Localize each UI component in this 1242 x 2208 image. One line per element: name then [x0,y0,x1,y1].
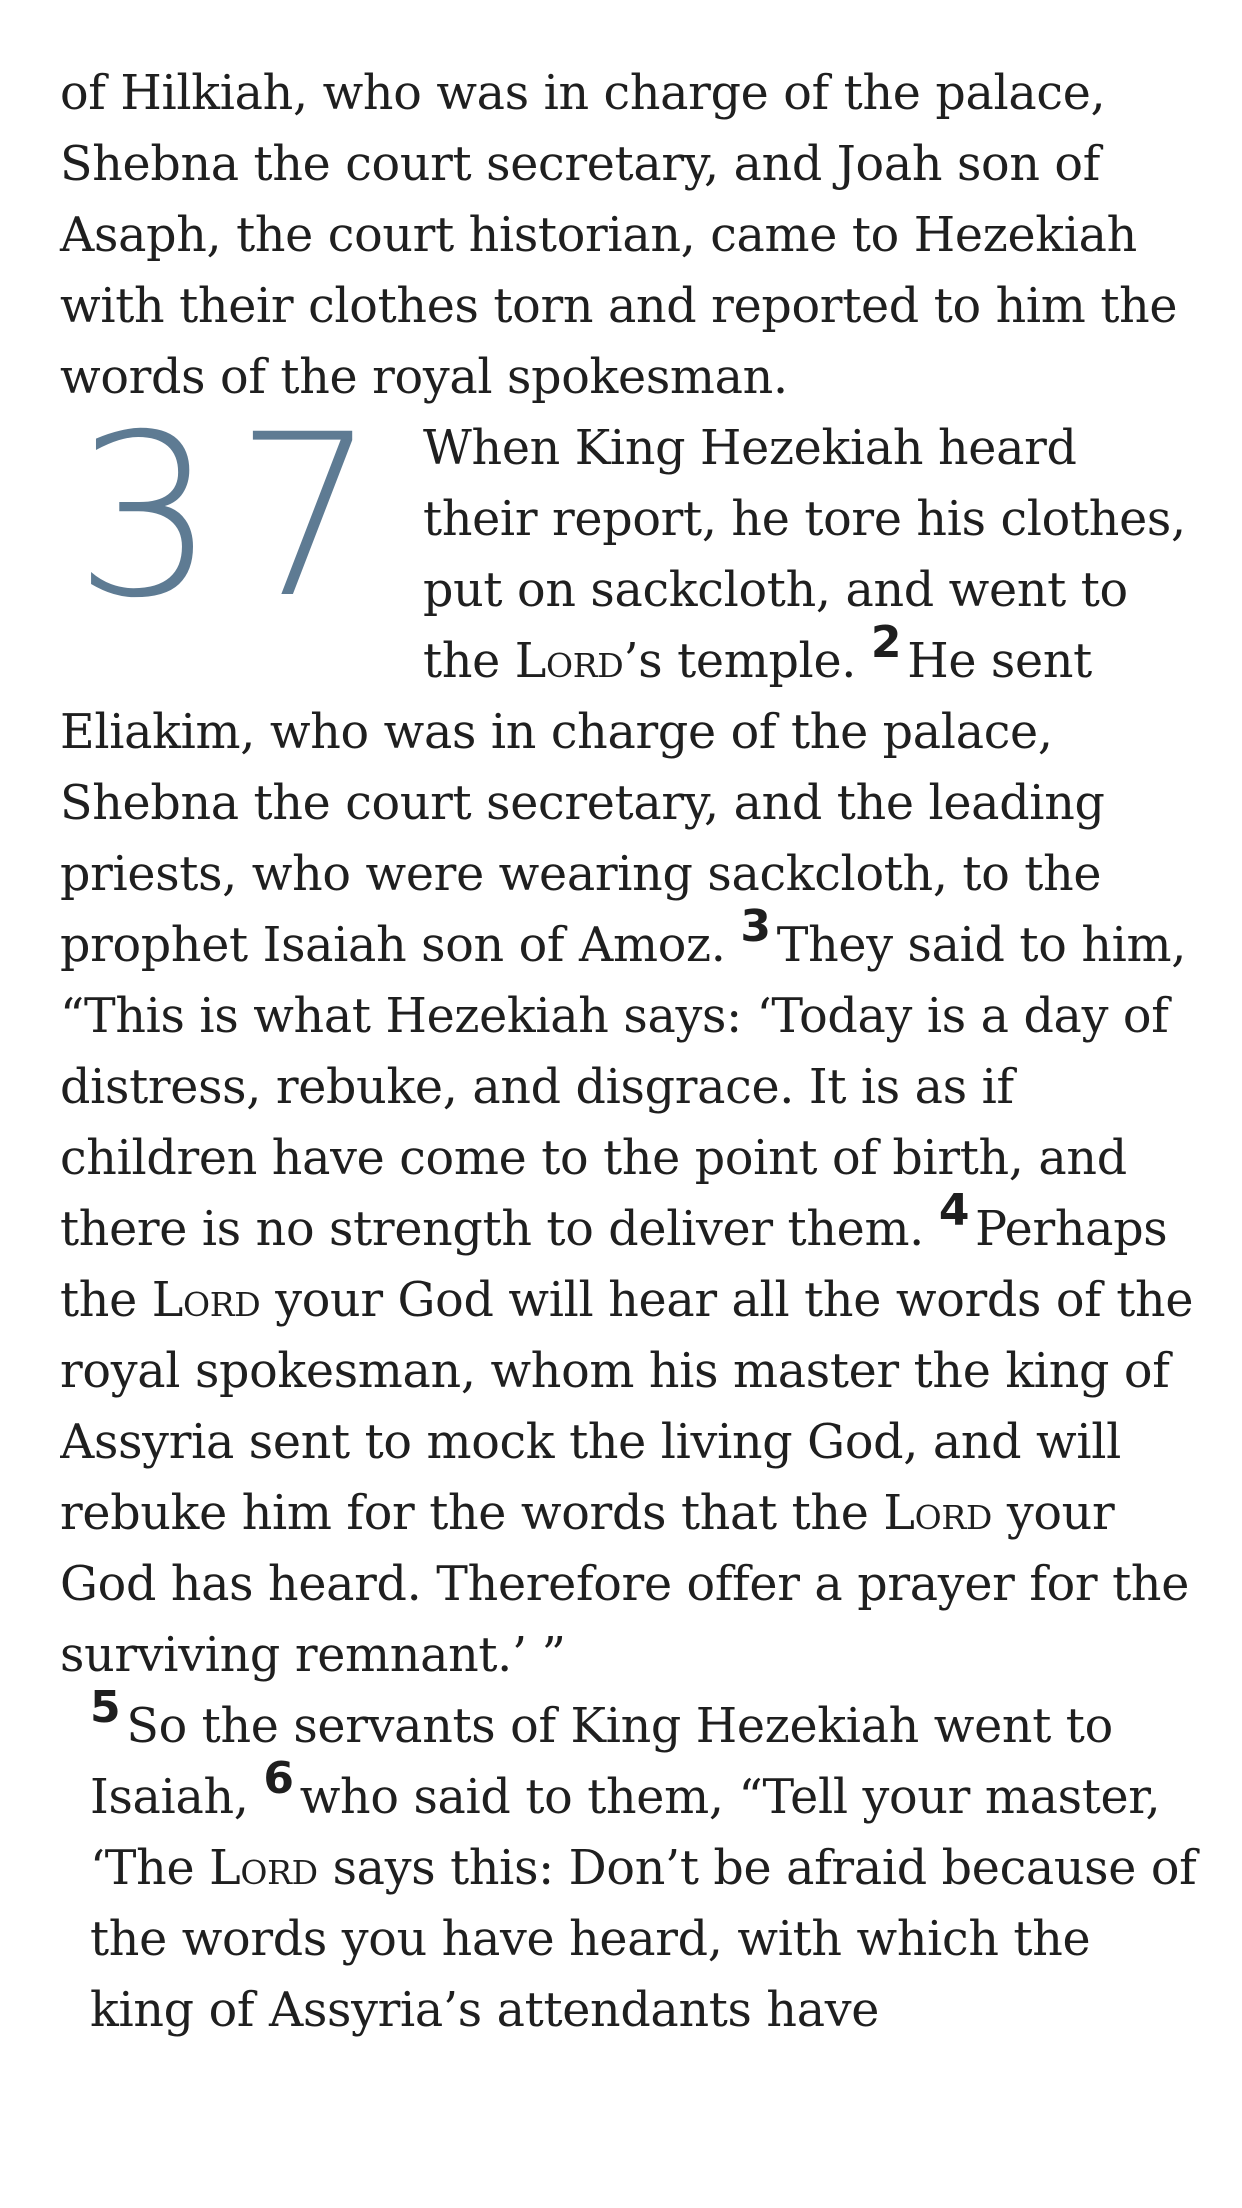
scripture-page [60,58,1200,2046]
chapter-number: 37 [74,413,396,647]
chapter-paragraph [60,413,1200,1691]
verse-4-text-c: your God has heard. Therefore offer a prayer for the surviving remnant.’ ” [60,1486,1190,1683]
verse-1-text: When King Hezekiah heard their report, he tore his clothes, put on sackcloth, and went to the [423,421,1186,689]
verse-1-end: ’s temple. [623,634,857,689]
lord-small-caps: Lord [151,1273,261,1328]
verse-number-3: 3 [740,901,771,953]
verse-4-text-b: your God will hear all the words of the royal spokesman, whom his master the king of Assyria sent to mock the living God, and will rebuke him for the words that the [60,1273,1194,1541]
verse-5-text: So the servants of King Hezekiah went to Isaiah, [90,1699,1113,1825]
verse-number-4: 4 [938,1185,970,1237]
verse-6-text-b: says this: Don’t be afraid because of the words you have heard, with which the king of Assyria’s attendants have [90,1841,1197,2038]
verse-2-text: He sent Eliakim, who was in charge of the palace, Shebna the court secretary, and the leading priests, who were wearing sackcloth, to the prophet Isaiah son of Amoz. [60,634,1105,973]
verse-3-text: They said to him, “This is what Hezekiah says: ‘Today is a day of distress, rebuke, and disgrace. It is as if children have come to the point of birth, and there is no strength to deliver them. [60,918,1187,1257]
opening-paragraph [60,58,1200,413]
opening-text: of Hilkiah, who was in charge of the palace, Shebna the court secretary, and Joah son of Asaph, the court historian, came to Hezekiah with their clothes torn and reported to him the words of the royal spokesman. [60,66,1178,405]
lord-small-caps: Lord [883,1486,993,1541]
second-paragraph [60,1682,1200,2046]
lord-small-caps: Lord [209,1841,318,1896]
verse-6-text-a: who said to them, “Tell your master, ‘The [90,1770,1161,1896]
verse-number-2: 2 [870,617,902,669]
lord-small-caps: Lord [514,634,624,689]
verse-number-5: 5 [90,1682,121,1734]
verse-number-6: 6 [263,1753,294,1805]
verse-4-text-a: Perhaps the [60,1202,1168,1328]
